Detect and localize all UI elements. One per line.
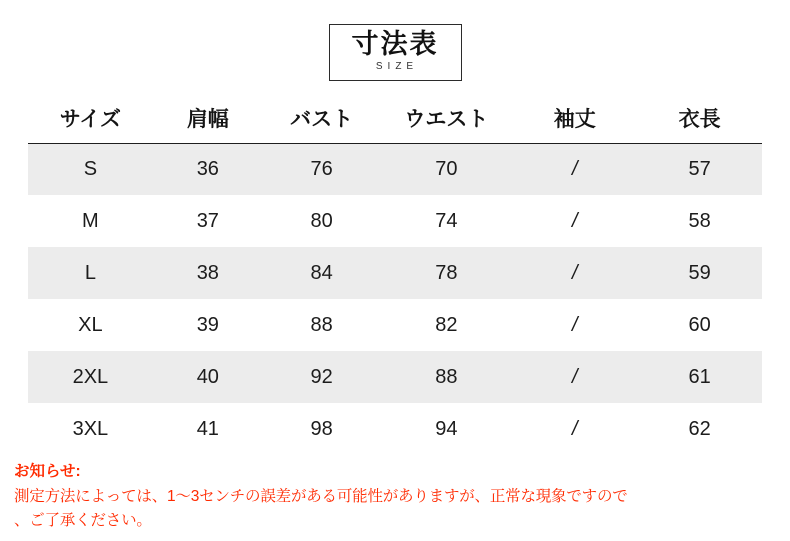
cell-size: L — [84, 261, 96, 284]
cell-sleeve: / — [572, 157, 578, 180]
cell-waist: 88 — [435, 365, 458, 388]
size-table — [28, 99, 762, 455]
cell-length: 61 — [688, 365, 711, 388]
cell-size: 3XL — [72, 417, 109, 440]
cell-bust: 84 — [310, 261, 333, 284]
cell-waist: 94 — [435, 417, 458, 440]
cell-length: 58 — [688, 209, 711, 232]
cell-length: 62 — [688, 417, 711, 440]
column-header-length: 衣長 — [678, 108, 721, 132]
cell-bust: 88 — [310, 313, 333, 336]
notice-block — [14, 460, 778, 533]
cell-shoulder: 40 — [196, 365, 219, 388]
cell-size: S — [83, 157, 98, 180]
cell-length: 57 — [688, 157, 711, 180]
column-header-shoulder: 肩幅 — [186, 108, 229, 132]
cell-shoulder: 41 — [196, 417, 219, 440]
page-title: 寸法表 — [351, 29, 439, 59]
title-box — [329, 24, 462, 81]
title-area — [0, 0, 790, 81]
cell-size: XL — [78, 313, 103, 336]
cell-waist: 74 — [435, 209, 458, 232]
cell-sleeve: / — [572, 209, 578, 232]
table-row — [28, 403, 762, 455]
cell-shoulder: 37 — [196, 209, 219, 232]
cell-length: 60 — [688, 313, 711, 336]
cell-sleeve: / — [572, 365, 578, 388]
notice-line-2: 、ご了承ください。 — [14, 511, 152, 529]
cell-length: 59 — [688, 261, 711, 284]
notice-line-1: 測定方法によっては、1〜3センチの誤差がある可能性がありますが、正常な現象ですので — [14, 487, 628, 505]
cell-waist: 78 — [435, 261, 458, 284]
cell-size: M — [82, 209, 99, 232]
page-subtitle: SIZE — [375, 61, 419, 72]
cell-waist: 70 — [435, 157, 458, 180]
column-header-sleeve: 袖丈 — [553, 108, 596, 132]
table-head — [28, 99, 762, 143]
cell-bust: 92 — [310, 365, 333, 388]
cell-bust: 80 — [310, 209, 333, 232]
cell-sleeve: / — [572, 261, 578, 284]
column-header-bust: バスト — [290, 108, 354, 132]
table-row — [28, 351, 762, 403]
table-row — [28, 195, 762, 247]
cell-shoulder: 39 — [196, 313, 219, 336]
table-row — [28, 299, 762, 351]
cell-bust: 98 — [310, 417, 333, 440]
column-header-size: サイズ — [59, 108, 122, 132]
cell-bust: 76 — [310, 157, 333, 180]
cell-size: 2XL — [72, 365, 109, 388]
table-header-row — [28, 99, 762, 143]
cell-shoulder: 38 — [196, 261, 219, 284]
cell-sleeve: / — [572, 313, 578, 336]
table-row — [28, 247, 762, 299]
size-table-container — [0, 99, 790, 455]
table-body — [28, 143, 762, 455]
cell-waist: 82 — [435, 313, 458, 336]
column-header-waist: ウエスト — [404, 108, 489, 132]
notice-title: お知らせ: — [14, 462, 81, 480]
cell-shoulder: 36 — [196, 157, 219, 180]
cell-sleeve: / — [572, 417, 578, 440]
table-row — [28, 143, 762, 195]
